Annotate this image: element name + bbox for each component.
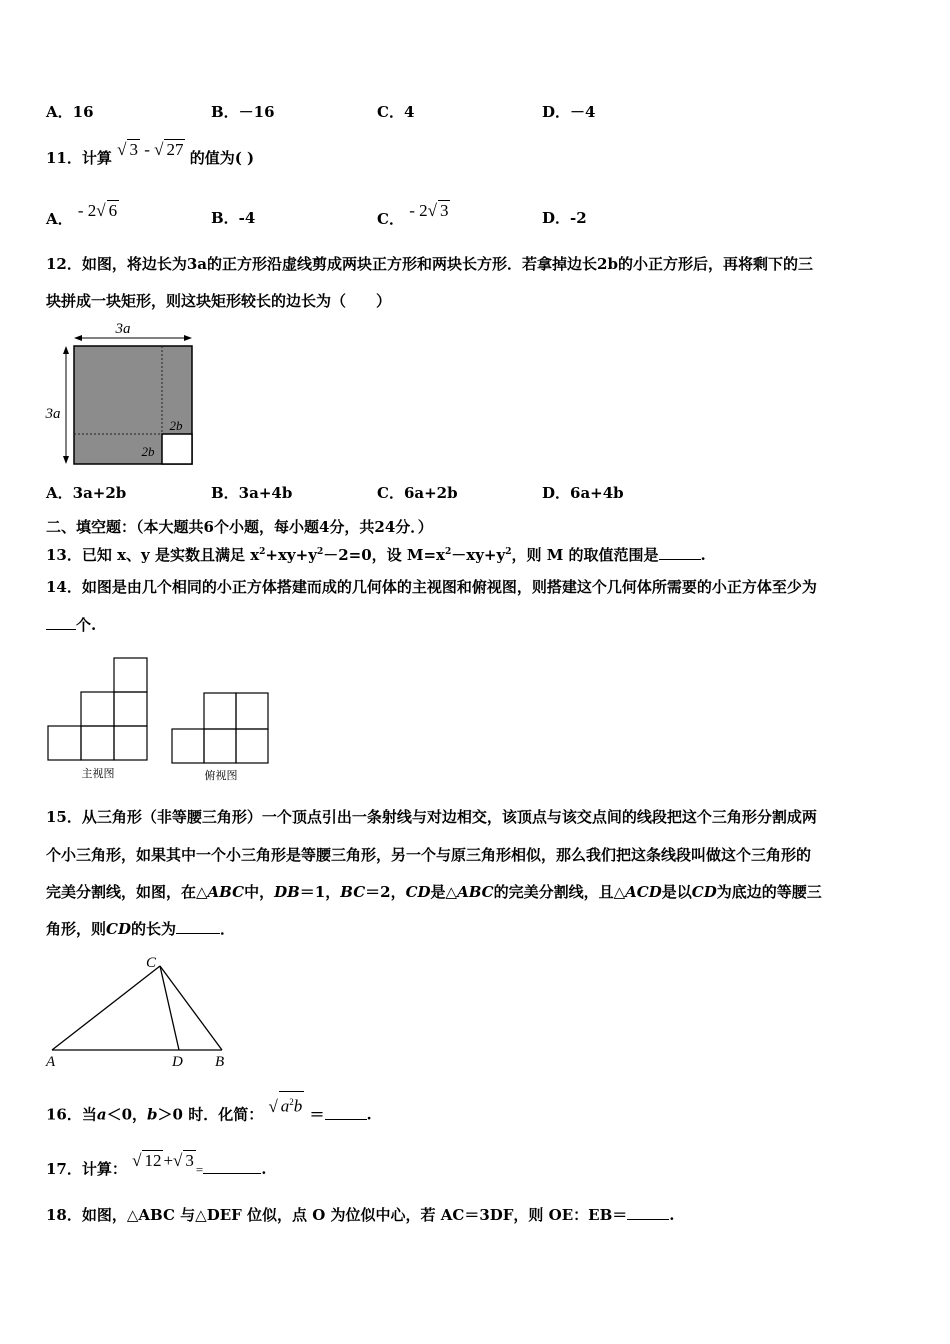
q12-option-d: D．6a+4b <box>542 484 624 502</box>
q14-line2-end: 个. <box>76 616 97 634</box>
q11-root-sign-2: √ <box>154 140 164 159</box>
q11-tail: 的值为( ) <box>189 149 255 167</box>
q15-vertex-c: C <box>146 955 157 971</box>
q14-answer-blank <box>46 629 76 630</box>
q12-option-c: C．6a+2b <box>377 484 458 502</box>
q14-top-view-label: 俯视图 <box>204 770 238 782</box>
q11-option-c-radicand: 3 <box>439 201 449 220</box>
q15-cd-3: CD <box>106 920 131 938</box>
q14-front-view <box>46 655 152 783</box>
q12-option-b: B．3a+4b <box>211 484 293 502</box>
q17-root-sign-1: √ <box>132 1151 142 1170</box>
q11-radicand-1: 3 <box>129 140 138 159</box>
q15-vertex-a: A <box>46 1054 56 1070</box>
q11-option-b: B．-4 <box>211 209 256 227</box>
q13-end: . <box>700 546 706 564</box>
q11-option-d: D．-2 <box>542 209 587 227</box>
q10-option-d: D．－4 <box>542 103 596 121</box>
q17-radicand-2: 3 <box>185 1151 194 1170</box>
q16-end: . <box>366 1105 372 1124</box>
q12-option-a: A．3a+2b <box>46 484 127 502</box>
q18-answer-blank <box>627 1219 669 1220</box>
q11-option-a-radicand: 6 <box>108 201 118 220</box>
q16-radicand <box>279 1091 305 1117</box>
q15-acd: ACD <box>625 883 662 901</box>
q15-abc-1: ABC <box>207 883 245 901</box>
q13-sup-2: 2 <box>316 547 324 557</box>
q15-vertex-d: D <box>172 1054 183 1070</box>
q17-answer-blank <box>203 1173 261 1174</box>
q16-radicand-sup: 2 <box>289 1097 294 1107</box>
section2-heading: 二、填空题：（本大题共6个小题，每小题4分，共24分．） <box>46 518 433 536</box>
q11-option-a-value <box>78 201 119 220</box>
q15-text-4c: ． <box>219 920 235 938</box>
q11-option-c-root-sign: √ <box>427 201 437 220</box>
q16-var-b: b <box>147 1105 158 1124</box>
q12-stem-line2: 块拼成一块矩形，则这块矩形较长的边长为（ ） <box>46 292 392 310</box>
q16-radical <box>268 1097 304 1116</box>
q11-root-sign-1: √ <box>117 140 127 159</box>
q14-front-view-label: 主视图 <box>81 768 115 780</box>
q15-bc: BC <box>340 883 366 901</box>
q16-radicand-a: a <box>280 1096 290 1116</box>
q12-label-inner-bottom: 2b <box>141 444 155 459</box>
q12-square-figure <box>40 318 200 470</box>
q15-text-3f: 的完美分割线，且△ <box>493 883 626 901</box>
q17-end: . <box>261 1160 267 1178</box>
q15-side-ac <box>52 966 160 1050</box>
q17-plus: + <box>163 1151 174 1170</box>
q11-option-c-label: C． <box>377 210 404 228</box>
q18-stem <box>46 1205 675 1225</box>
q16-stem <box>46 1096 372 1125</box>
q11-minus: - <box>144 140 150 159</box>
q16-root-sign: √ <box>268 1096 278 1116</box>
q13-answer-blank <box>659 559 701 560</box>
q12-label-top: 3a <box>115 321 131 337</box>
q15-cd-2: CD <box>691 883 717 901</box>
q17-text-1: 17．计算： <box>46 1160 127 1178</box>
q16-equals: ＝ <box>309 1105 325 1124</box>
q15-text-3b: 中， <box>244 883 275 901</box>
q16-text-3: ＞0 时．化简： <box>157 1105 264 1124</box>
q17-radicand-1: 12 <box>144 1151 162 1170</box>
q15-text-3d: ＝2， <box>365 883 406 901</box>
q12-label-inner-right: 2b <box>169 418 183 433</box>
q15-text-3a: 完美分割线，如图，在△ <box>46 883 208 901</box>
q11-option-c <box>377 201 450 229</box>
q17-equals: = <box>195 1162 204 1177</box>
q15-db: DB <box>274 883 300 901</box>
q16-answer-blank <box>325 1119 367 1120</box>
q17-expression <box>132 1151 196 1170</box>
q12-label-left: 3a <box>45 406 61 422</box>
q11-option-a-label: A． <box>46 210 73 228</box>
q12-stem-line1: 12．如图，将边长为3a的正方形沿虚线剪成两块正方形和两块长方形．若拿掉边长2b的小正方形后，再将剩下的三 <box>46 255 813 273</box>
q15-text-3h: 为底边的等腰三 <box>716 883 822 901</box>
q15-stem-line4 <box>46 919 235 939</box>
q11-radicand-2: 27 <box>166 140 184 159</box>
q15-text-3c: ＝1， <box>299 883 341 901</box>
q12-top-arrowhead-right <box>184 335 192 341</box>
q15-text-3e: 是△ <box>430 883 458 901</box>
q10-option-b: B．－16 <box>211 103 275 121</box>
q15-stem-line3 <box>46 882 822 902</box>
q13-sup-3: 2 <box>444 547 452 557</box>
q15-abc-2: ABC <box>457 883 494 901</box>
q15-text-4a: 角形，则 <box>46 920 107 938</box>
q12-removed-small-square <box>162 434 192 464</box>
q14-top-view <box>169 690 273 784</box>
q16-radicand-b: b <box>293 1096 303 1116</box>
q18-end: . <box>669 1206 675 1224</box>
q11-option-c-coef: - 2 <box>409 201 428 220</box>
q11-option-a-coef: - 2 <box>77 201 97 220</box>
q14-stem-line2 <box>46 615 96 635</box>
q15-text-4b: 的长为 <box>130 920 176 938</box>
q13-sup-4: 2 <box>505 547 512 557</box>
q15-vertex-b: B <box>215 1054 225 1070</box>
q13-text-3: －2=0，设 M=x <box>323 546 445 564</box>
q11-option-a <box>46 201 119 229</box>
q10-option-a: A．16 <box>46 103 94 121</box>
q16-var-a: a <box>96 1105 107 1124</box>
q15-cd-1: CD <box>405 883 431 901</box>
q16-text-2: ＜0， <box>106 1105 148 1124</box>
q18-text: 18．如图，△ABC 与△DEF 位似，点 O 为位似中心，若 AC＝3DF，则 OE：EB＝ <box>46 1206 628 1224</box>
q14-stem-line1: 14．如图是由几个相同的小正方体搭建而成的几何体的主视图和俯视图，则搭建这个几何体所需要的小正方体至少为 <box>46 578 817 596</box>
q11-stem <box>46 140 255 168</box>
q11-number: 11．计算 <box>46 149 112 167</box>
q13-sup-1: 2 <box>259 547 266 557</box>
q13-text-4: －xy+y <box>451 546 506 564</box>
q15-stem-line1: 15．从三角形（非等腰三角形）一个顶点引出一条射线与对边相交，该顶点与该交点间的线段把这个三角形分割成两 <box>46 808 817 826</box>
q12-left-arrowhead-bottom <box>63 456 69 464</box>
q10-option-c: C．4 <box>377 103 415 121</box>
q15-stem-line2: 个小三角形，如果其中一个小三角形是等腰三角形，另一个与原三角形相似，那么我们把这条线段叫做这个三角形的 <box>46 846 812 864</box>
q13-text-5: ，则 M 的取值范围是 <box>511 546 659 564</box>
q11-expression <box>117 140 190 159</box>
q16-text-1: 16．当 <box>46 1105 97 1124</box>
q13-text-2: +xy+y <box>265 546 317 564</box>
q17-root-sign-2: √ <box>173 1151 183 1170</box>
q13-stem <box>46 542 706 565</box>
q17-stem <box>46 1151 267 1180</box>
q11-option-c-value <box>409 201 450 220</box>
q13-text-1: 13．已知 x、y 是实数且满足 x <box>46 546 260 564</box>
q12-left-arrowhead-top <box>63 346 69 354</box>
q15-triangle-figure <box>42 950 232 1070</box>
q15-text-3g: 是以 <box>661 883 692 901</box>
q15-answer-blank <box>176 933 220 934</box>
q11-option-a-root-sign: √ <box>96 201 106 220</box>
q12-top-arrowhead-left <box>74 335 82 341</box>
